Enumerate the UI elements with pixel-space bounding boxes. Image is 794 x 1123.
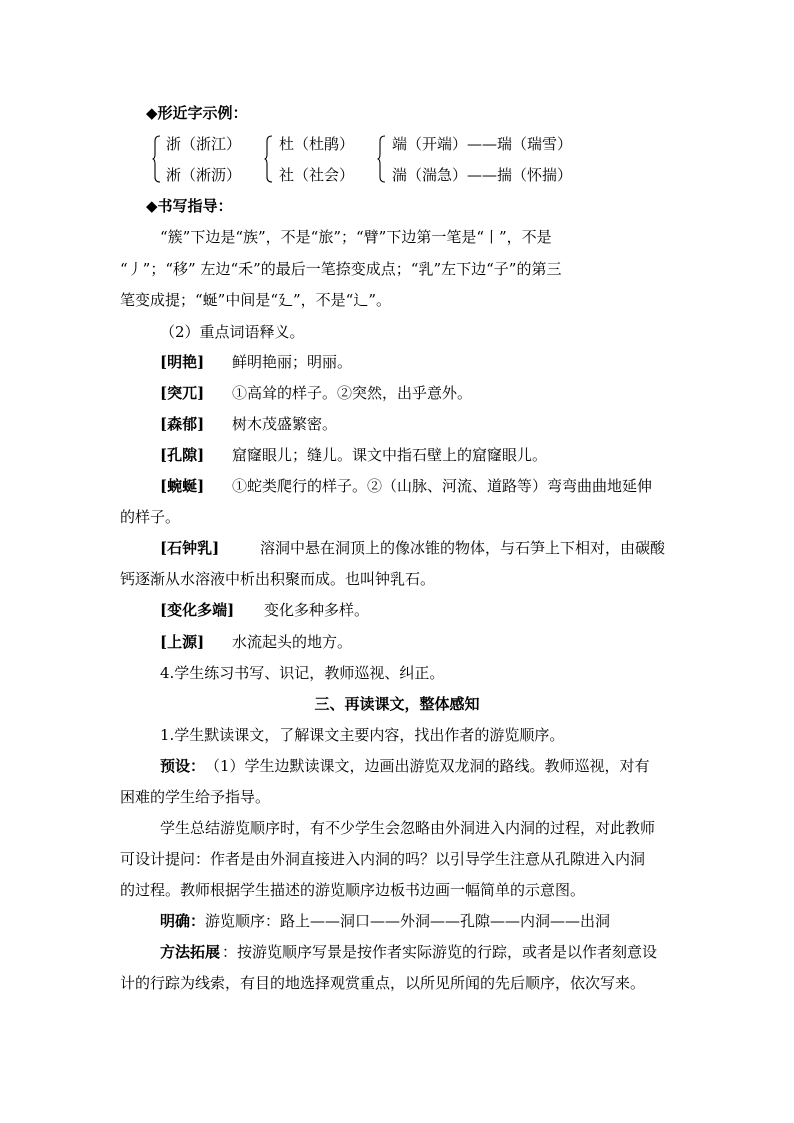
brace-icon xyxy=(377,135,386,183)
similar-pair-1b: 淅（淅沥） xyxy=(166,166,242,184)
writing-guide-line: “丿”；“移” 左边“禾”的最后一笔捺变成点；“乳”左下边“子”的第三 xyxy=(120,260,562,278)
vocab-definition: 变化多种多样。 xyxy=(264,601,370,619)
vocab-definition-cont: 的样子。 xyxy=(120,508,181,526)
vocab-definition: 鲜明艳丽；明丽。 xyxy=(232,353,353,371)
section-paragraph: 的过程。教师根据学生描述的游览顺序边板书边画一幅简单的示意图。 xyxy=(120,881,586,899)
vocab-term: [孔隙] xyxy=(160,446,205,464)
similar-pair-2b: 社（社会） xyxy=(279,166,355,184)
section-paragraph: 1.学生默读课文，了解课文主要内容，找出作者的游览顺序。 xyxy=(160,726,565,744)
preset-text: （1）学生边默读课文，边画出游览双龙洞的路线。教师巡视，对有 xyxy=(205,757,650,775)
vocab-definition: 水流起头的地方。 xyxy=(232,633,353,651)
vocab-definition-cont: 钙逐渐从水溶液中析出积聚而成。也叫钟乳石。 xyxy=(120,570,436,588)
vocab-definition: 树木茂盛繁密。 xyxy=(232,415,338,433)
vocab-definition: ①蛇类爬行的样子。②（山脉、河流、道路等）弯弯曲曲地延伸 xyxy=(232,477,653,495)
method-text: ：按游览顺序写景是按作者实际游览的行踪，或者是以作者刻意设 xyxy=(222,943,658,961)
writing-guide-heading: ◆书写指导： xyxy=(146,197,233,215)
step-4: 4.学生练习书写、识记，教师巡视、纠正。 xyxy=(160,664,445,682)
section-title: 三、再读课文，整体感知 xyxy=(314,695,480,713)
vocab-intro: （2）重点词语释义。 xyxy=(160,323,305,341)
section-paragraph: 可设计提问：作者是由外洞直接进入内洞的吗？以引导学生注意从孔隙进入内洞 xyxy=(120,850,646,868)
preset-text-cont: 困难的学生给予指导。 xyxy=(120,788,271,806)
similar-chars-heading: ◆形近字示例： xyxy=(146,104,248,122)
vocab-term: [上源] xyxy=(160,633,205,651)
vocab-term: [蜿蜒] xyxy=(160,477,205,495)
vocab-definition: 溶洞中悬在洞顶上的像冰锥的物体，与石笋上下相对，由碳酸 xyxy=(260,539,666,557)
vocab-definition: ①高耸的样子。②突然，出乎意外。 xyxy=(232,384,473,402)
clarify-text: 游览顺序：路上——洞口——外洞——孔隙——内洞——出洞 xyxy=(205,912,611,930)
brace-icon xyxy=(152,135,161,183)
section-paragraph: 学生总结游览顺序时，有不少学生会忽略由外洞进入内洞的过程，对此教师 xyxy=(160,819,656,837)
brace-icon xyxy=(264,135,273,183)
vocab-definition: 窟窿眼儿；缝儿。课文中指石壁上的窟窿眼儿。 xyxy=(232,446,548,464)
writing-guide-line: “簇”下边是“族”，不是“旅”；“臂”下边第一笔是“丨”，不是 xyxy=(160,228,552,246)
vocab-term: [明艳] xyxy=(160,353,205,371)
method-text-cont: 计的行踪为线索，有目的地选择观赏重点，以所见所闻的先后顺序，依次写来。 xyxy=(120,974,646,992)
writing-guide-line: 笔变成提；“蜒”中间是“廴”，不是“辶”。 xyxy=(120,291,392,309)
similar-pair-3a: 端（开端）——瑞（瑞雪） xyxy=(392,135,573,153)
preset-label: 预设： xyxy=(160,757,206,775)
similar-pair-1a: 浙（浙江） xyxy=(166,135,242,153)
vocab-term: [森郁] xyxy=(160,415,205,433)
similar-pair-2a: 杜（杜鹃） xyxy=(279,135,355,153)
vocab-term: [突兀] xyxy=(160,384,205,402)
vocab-term: [变化多端] xyxy=(160,601,235,619)
clarify-label: 明确： xyxy=(160,912,206,930)
vocab-term: [石钟乳] xyxy=(160,539,220,557)
method-label: 方法拓展 xyxy=(160,943,221,961)
similar-pair-3b: 湍（湍急）——揣（怀揣） xyxy=(392,166,573,184)
